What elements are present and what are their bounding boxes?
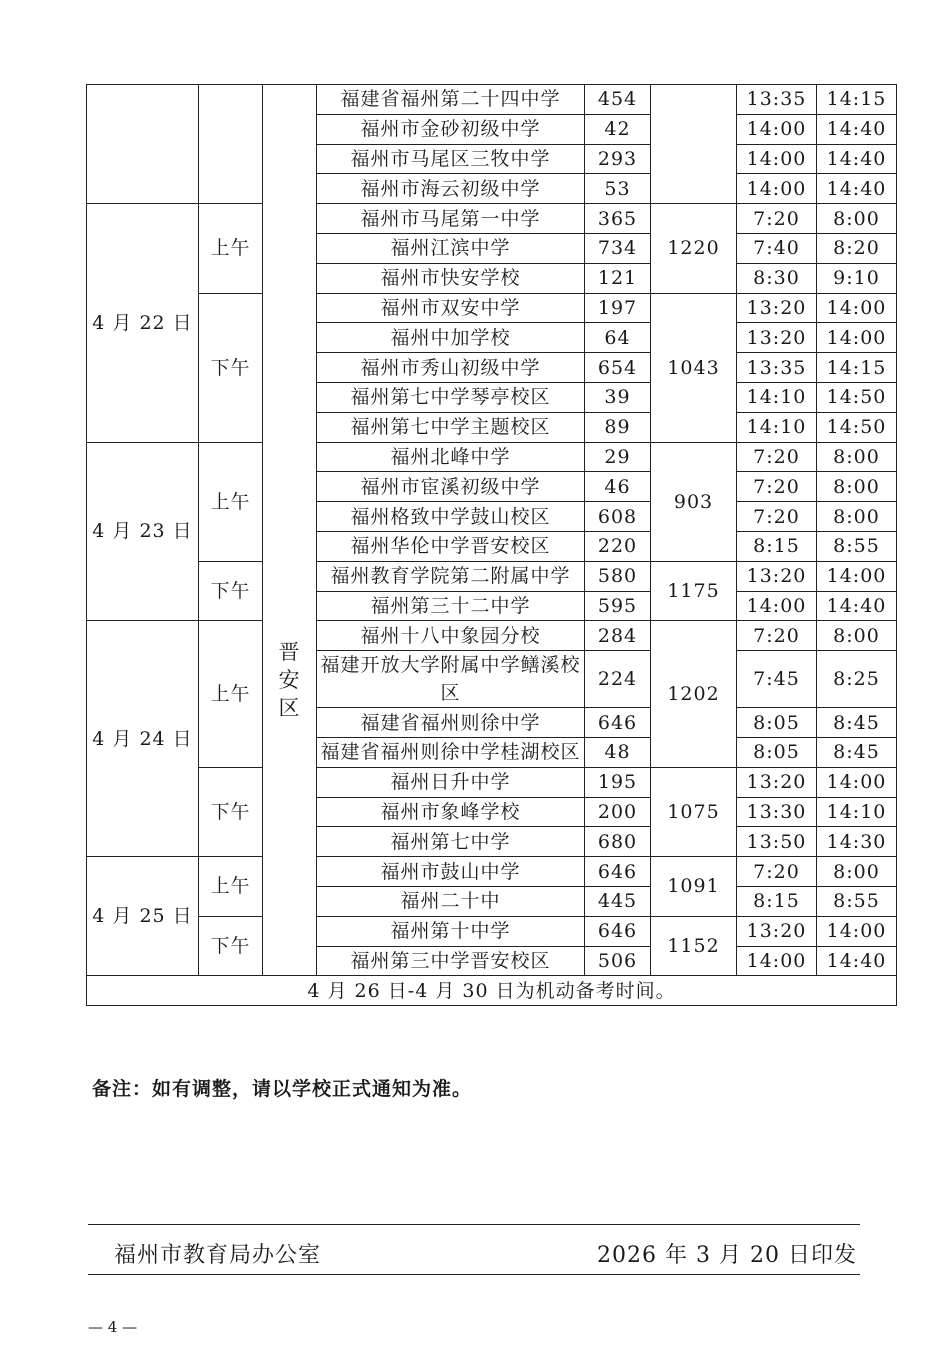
start-time: 14:00 bbox=[737, 591, 817, 621]
student-count: 365 bbox=[585, 204, 651, 234]
school-name: 福州格致中学鼓山校区 bbox=[317, 502, 585, 532]
end-time: 9:10 bbox=[817, 263, 897, 293]
school-name: 福州北峰中学 bbox=[317, 442, 585, 472]
end-time: 14:00 bbox=[817, 916, 897, 946]
period-cell: 下午 bbox=[199, 916, 263, 976]
school-name: 福建省福州则徐中学桂湖校区 bbox=[317, 737, 585, 767]
student-count: 595 bbox=[585, 591, 651, 621]
student-count: 680 bbox=[585, 827, 651, 857]
student-count: 646 bbox=[585, 916, 651, 946]
start-time: 7:20 bbox=[737, 857, 817, 887]
school-name: 福州华伦中学晋安校区 bbox=[317, 531, 585, 561]
start-time: 7:20 bbox=[737, 442, 817, 472]
end-time: 8:00 bbox=[817, 442, 897, 472]
end-time: 14:15 bbox=[817, 85, 897, 115]
period-cell: 下午 bbox=[199, 767, 263, 856]
end-time: 8:45 bbox=[817, 737, 897, 767]
end-time: 14:50 bbox=[817, 382, 897, 412]
schedule-table bbox=[86, 84, 897, 1006]
table-row bbox=[87, 857, 897, 887]
start-time: 8:30 bbox=[737, 263, 817, 293]
table-row bbox=[87, 767, 897, 797]
student-count: 39 bbox=[585, 382, 651, 412]
table-row bbox=[87, 293, 897, 323]
student-count: 89 bbox=[585, 412, 651, 442]
footer-rule-bottom bbox=[88, 1274, 860, 1275]
student-count: 220 bbox=[585, 531, 651, 561]
remark-note: 备注：如有调整，请以学校正式通知为准。 bbox=[92, 1078, 473, 1100]
date-cell-continued bbox=[87, 85, 199, 204]
school-name: 福州第七中学主题校区 bbox=[317, 412, 585, 442]
start-time: 13:20 bbox=[737, 916, 817, 946]
student-count: 506 bbox=[585, 946, 651, 976]
end-time: 8:00 bbox=[817, 472, 897, 502]
end-time: 14:50 bbox=[817, 412, 897, 442]
end-time: 8:25 bbox=[817, 651, 897, 708]
session-total-continued bbox=[651, 85, 737, 204]
student-count: 654 bbox=[585, 353, 651, 383]
start-time: 13:50 bbox=[737, 827, 817, 857]
school-name: 福州市宦溪初级中学 bbox=[317, 472, 585, 502]
school-name: 福州市快安学校 bbox=[317, 263, 585, 293]
session-total: 1043 bbox=[651, 293, 737, 442]
student-count: 197 bbox=[585, 293, 651, 323]
school-name: 福州市马尾区三牧中学 bbox=[317, 144, 585, 174]
end-time: 14:00 bbox=[817, 561, 897, 591]
end-time: 8:00 bbox=[817, 502, 897, 532]
period-cell: 上午 bbox=[199, 442, 263, 561]
school-name: 福州第十中学 bbox=[317, 916, 585, 946]
date-cell: 4 月 22 日 bbox=[87, 204, 199, 442]
end-time: 8:55 bbox=[817, 886, 897, 916]
start-time: 8:05 bbox=[737, 737, 817, 767]
school-name: 福州教育学院第二附属中学 bbox=[317, 561, 585, 591]
start-time: 13:20 bbox=[737, 293, 817, 323]
start-time: 7:40 bbox=[737, 233, 817, 263]
date-cell: 4 月 23 日 bbox=[87, 442, 199, 621]
start-time: 14:00 bbox=[737, 174, 817, 204]
table-row bbox=[87, 561, 897, 591]
reserve-period-note: 4 月 26 日-4 月 30 日为机动备考时间。 bbox=[87, 976, 897, 1006]
student-count: 580 bbox=[585, 561, 651, 591]
table-row bbox=[87, 442, 897, 472]
school-name: 福州市金砂初级中学 bbox=[317, 114, 585, 144]
student-count: 608 bbox=[585, 502, 651, 532]
period-cell: 下午 bbox=[199, 293, 263, 442]
end-time: 14:00 bbox=[817, 767, 897, 797]
start-time: 14:10 bbox=[737, 412, 817, 442]
page-number: — 4 — bbox=[88, 1318, 138, 1336]
school-name: 福州十八中象园分校 bbox=[317, 621, 585, 651]
end-time: 8:20 bbox=[817, 233, 897, 263]
end-time: 14:10 bbox=[817, 797, 897, 827]
start-time: 8:15 bbox=[737, 531, 817, 561]
school-name: 福州第七中学 bbox=[317, 827, 585, 857]
end-time: 14:00 bbox=[817, 293, 897, 323]
session-total: 1202 bbox=[651, 621, 737, 767]
end-time: 14:40 bbox=[817, 144, 897, 174]
school-name: 福州市双安中学 bbox=[317, 293, 585, 323]
school-name: 福州江滨中学 bbox=[317, 233, 585, 263]
end-time: 8:00 bbox=[817, 857, 897, 887]
end-time: 14:40 bbox=[817, 946, 897, 976]
table-row bbox=[87, 621, 897, 651]
student-count: 284 bbox=[585, 621, 651, 651]
district-cell bbox=[263, 85, 317, 976]
period-cell: 上午 bbox=[199, 204, 263, 293]
school-name: 福州第三中学晋安校区 bbox=[317, 946, 585, 976]
start-time: 13:35 bbox=[737, 353, 817, 383]
print-date: 2026 年 3 月 20 日印发 bbox=[597, 1243, 857, 1268]
school-name: 福州二十中 bbox=[317, 886, 585, 916]
school-name: 福州市秀山初级中学 bbox=[317, 353, 585, 383]
start-time: 7:45 bbox=[737, 651, 817, 708]
school-name: 福建省福州则徐中学 bbox=[317, 708, 585, 738]
end-time: 14:40 bbox=[817, 114, 897, 144]
session-total: 1091 bbox=[651, 857, 737, 917]
session-total: 903 bbox=[651, 442, 737, 561]
student-count: 224 bbox=[585, 651, 651, 708]
session-total: 1075 bbox=[651, 767, 737, 856]
table-row bbox=[87, 204, 897, 234]
start-time: 14:00 bbox=[737, 114, 817, 144]
student-count: 29 bbox=[585, 442, 651, 472]
end-time: 8:55 bbox=[817, 531, 897, 561]
student-count: 293 bbox=[585, 144, 651, 174]
student-count: 646 bbox=[585, 708, 651, 738]
district-label: 晋 安 区 bbox=[278, 640, 301, 721]
issuing-office: 福州市教育局办公室 bbox=[114, 1243, 322, 1268]
end-time: 14:00 bbox=[817, 323, 897, 353]
start-time: 14:00 bbox=[737, 144, 817, 174]
school-name: 福州市鼓山中学 bbox=[317, 857, 585, 887]
end-time: 8:45 bbox=[817, 708, 897, 738]
start-time: 13:20 bbox=[737, 767, 817, 797]
session-total: 1175 bbox=[651, 561, 737, 621]
footer-rule-top bbox=[88, 1224, 860, 1225]
session-total: 1220 bbox=[651, 204, 737, 293]
table-row bbox=[87, 85, 897, 115]
school-name: 福州市象峰学校 bbox=[317, 797, 585, 827]
student-count: 121 bbox=[585, 263, 651, 293]
period-cell-continued bbox=[199, 85, 263, 204]
table-row bbox=[87, 916, 897, 946]
student-count: 734 bbox=[585, 233, 651, 263]
date-cell: 4 月 24 日 bbox=[87, 621, 199, 857]
start-time: 13:20 bbox=[737, 323, 817, 353]
school-name: 福州第七中学琴亭校区 bbox=[317, 382, 585, 412]
student-count: 42 bbox=[585, 114, 651, 144]
end-time: 8:00 bbox=[817, 621, 897, 651]
table-footer-row bbox=[87, 976, 897, 1006]
student-count: 445 bbox=[585, 886, 651, 916]
student-count: 48 bbox=[585, 737, 651, 767]
end-time: 14:30 bbox=[817, 827, 897, 857]
period-cell: 上午 bbox=[199, 857, 263, 917]
start-time: 7:20 bbox=[737, 204, 817, 234]
end-time: 14:15 bbox=[817, 353, 897, 383]
student-count: 200 bbox=[585, 797, 651, 827]
start-time: 7:20 bbox=[737, 472, 817, 502]
period-cell: 下午 bbox=[199, 561, 263, 621]
start-time: 8:15 bbox=[737, 886, 817, 916]
start-time: 13:30 bbox=[737, 797, 817, 827]
end-time: 8:00 bbox=[817, 204, 897, 234]
school-name: 福建开放大学附属中学鳝溪校区 bbox=[317, 651, 585, 708]
start-time: 7:20 bbox=[737, 621, 817, 651]
student-count: 646 bbox=[585, 857, 651, 887]
start-time: 13:35 bbox=[737, 85, 817, 115]
session-total: 1152 bbox=[651, 916, 737, 976]
student-count: 195 bbox=[585, 767, 651, 797]
end-time: 14:40 bbox=[817, 591, 897, 621]
student-count: 454 bbox=[585, 85, 651, 115]
start-time: 14:10 bbox=[737, 382, 817, 412]
period-cell: 上午 bbox=[199, 621, 263, 767]
school-name: 福州中加学校 bbox=[317, 323, 585, 353]
start-time: 8:05 bbox=[737, 708, 817, 738]
start-time: 13:20 bbox=[737, 561, 817, 591]
schedule-body bbox=[87, 85, 897, 1006]
start-time: 7:20 bbox=[737, 502, 817, 532]
student-count: 46 bbox=[585, 472, 651, 502]
school-name: 福州市海云初级中学 bbox=[317, 174, 585, 204]
start-time: 14:00 bbox=[737, 946, 817, 976]
school-name: 福州日升中学 bbox=[317, 767, 585, 797]
student-count: 53 bbox=[585, 174, 651, 204]
school-name: 福州第三十二中学 bbox=[317, 591, 585, 621]
school-name: 福州市马尾第一中学 bbox=[317, 204, 585, 234]
school-name: 福建省福州第二十四中学 bbox=[317, 85, 585, 115]
end-time: 14:40 bbox=[817, 174, 897, 204]
student-count: 64 bbox=[585, 323, 651, 353]
date-cell: 4 月 25 日 bbox=[87, 857, 199, 976]
